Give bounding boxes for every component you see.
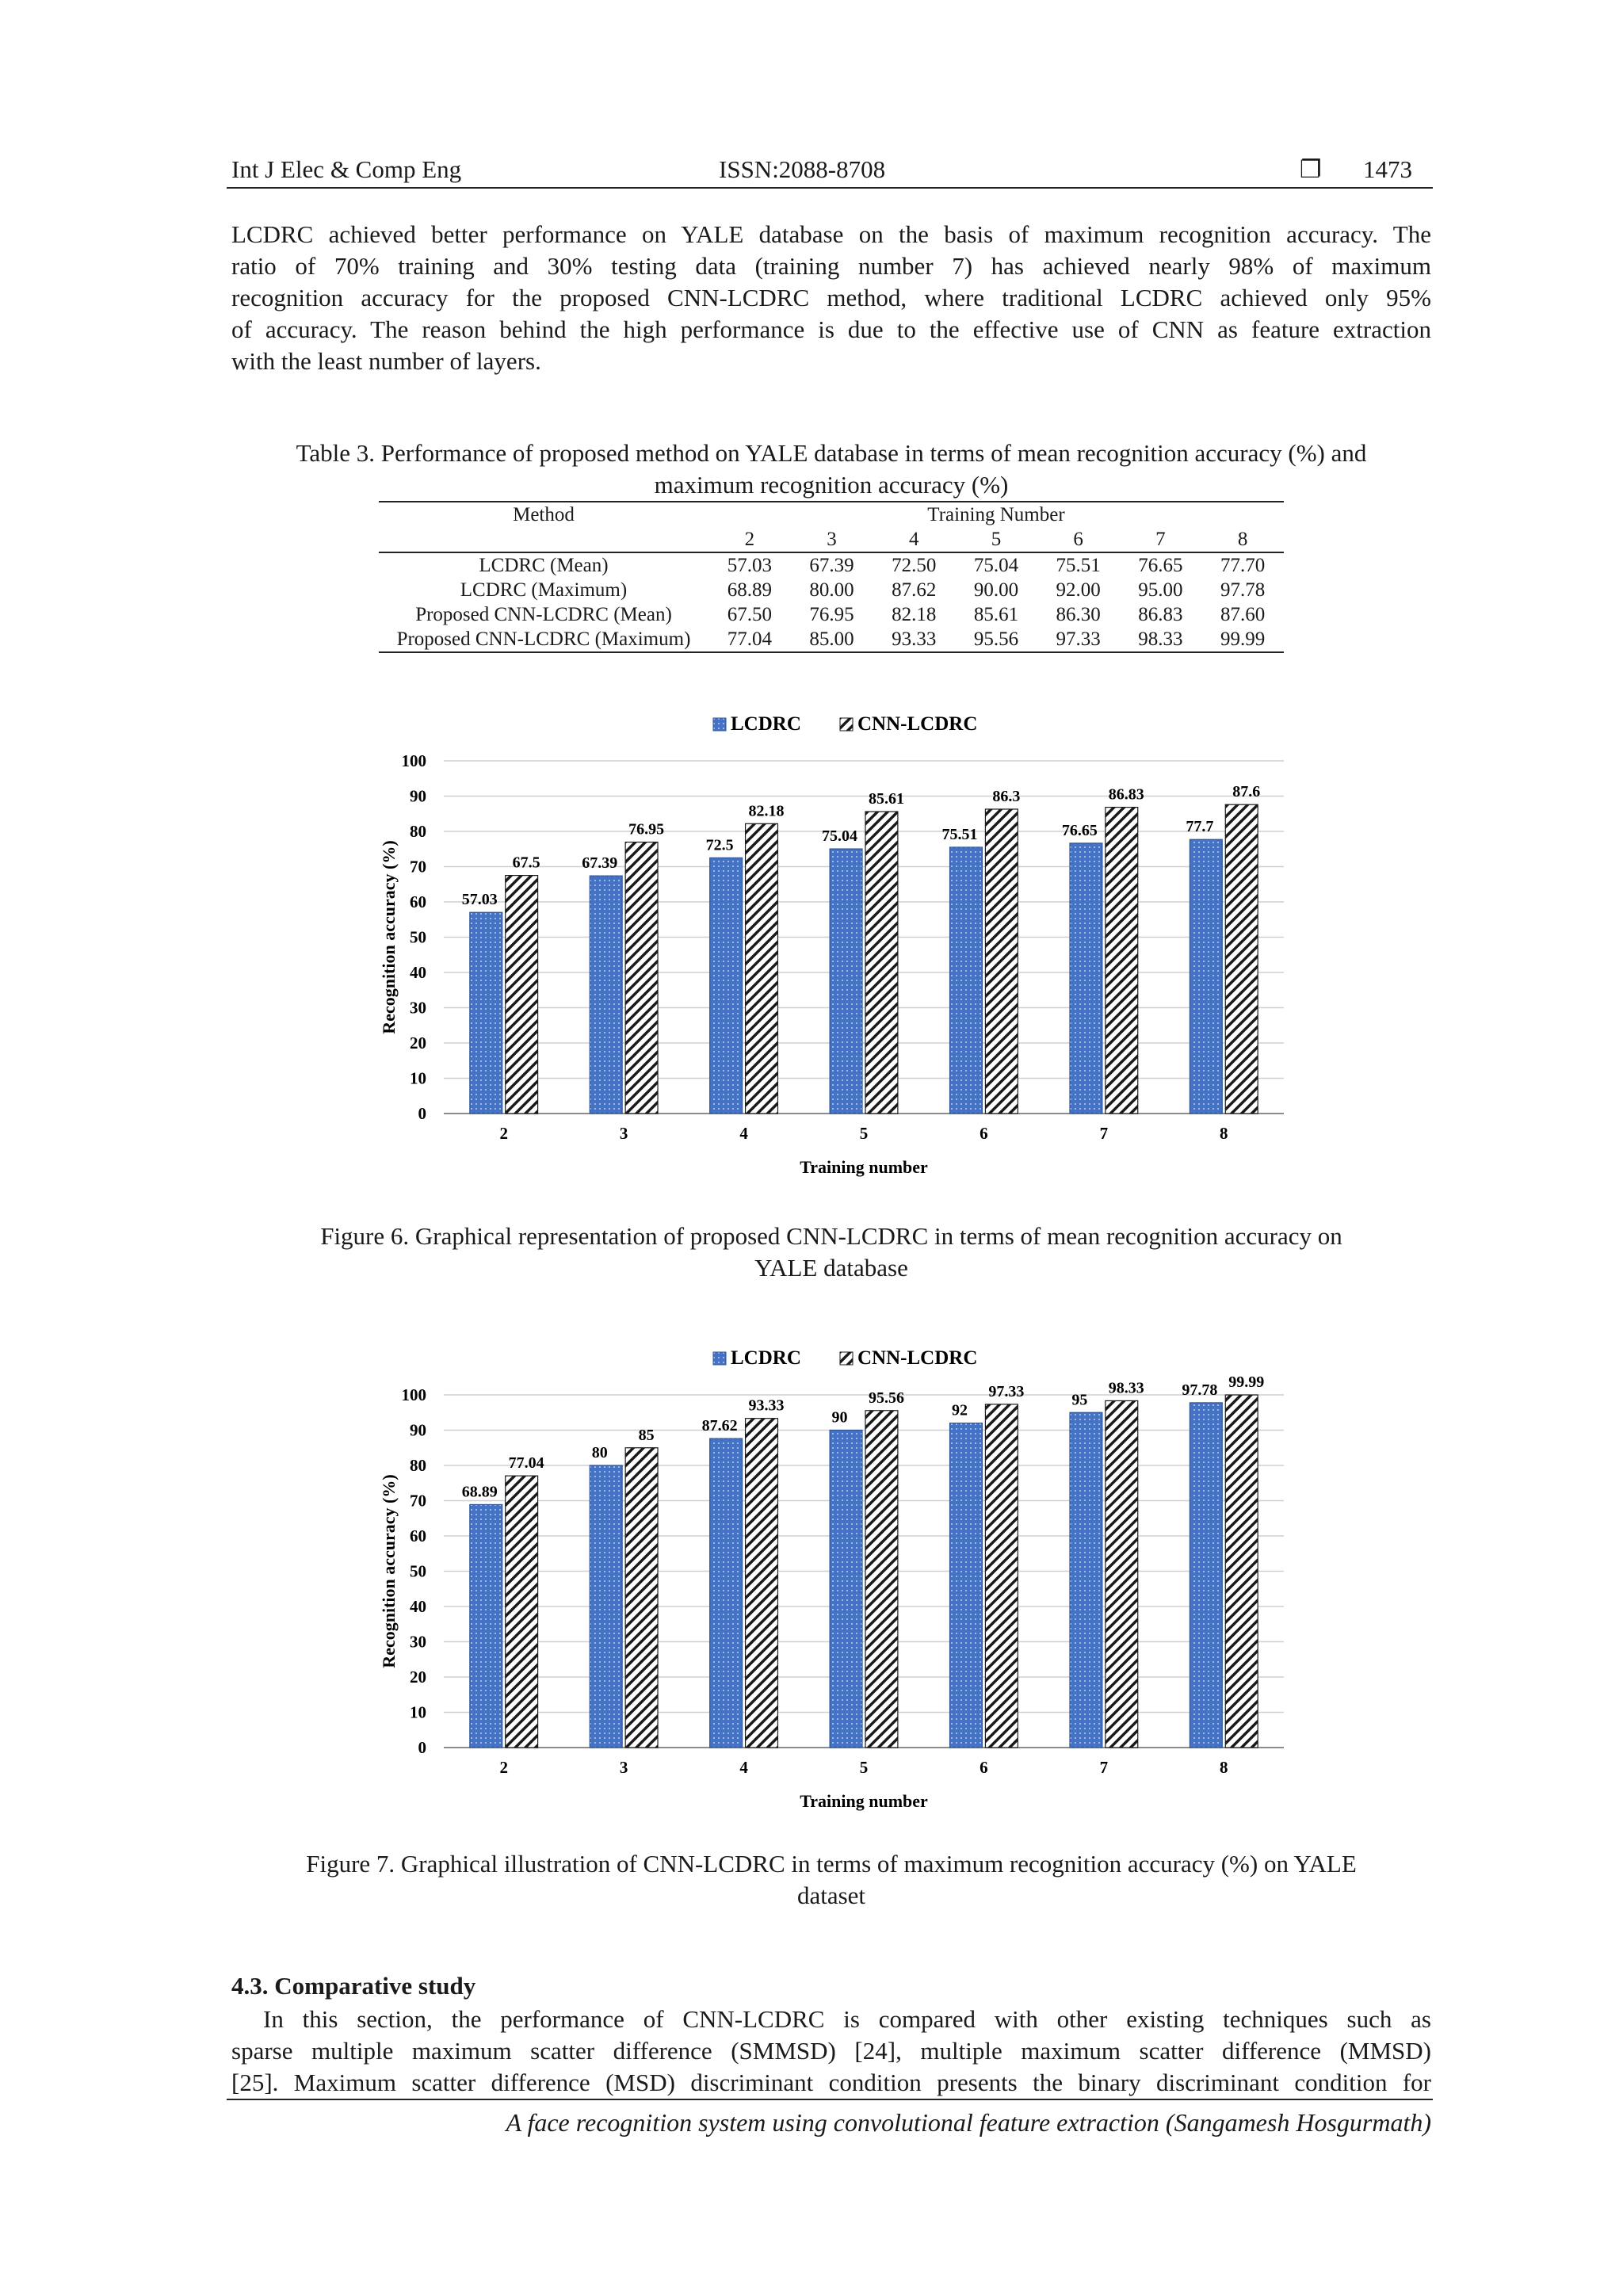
legend-swatch-cnn-lcdrc [840,1352,853,1365]
table-row: Proposed CNN-LCDRC (Mean) 67.50 76.95 82.18 85.61 86.30 86.83 87.60 [415,604,1266,625]
paragraph-line: recognition accuracy for the proposed CNN-LCDRC method, where traditional LCDRC achieved only 95% [231,284,1431,311]
table-header-row [379,527,1284,552]
y-tick-label: 90 [410,786,426,806]
bar-lcdrc [1190,1403,1222,1748]
bar-cnn-lcdrc [506,876,538,1114]
y-tick-label: 100 [401,1385,426,1404]
y-tick-label: 90 [410,1420,426,1440]
data-label: 97.78 [1182,1381,1218,1399]
data-label: 92 [951,1401,968,1419]
bar-cnn-lcdrc [1225,804,1258,1114]
data-label: 76.65 [1061,821,1098,839]
bar-cnn-lcdrc [625,1448,658,1748]
figure7-chart [365,1331,1300,1823]
x-tick-label: 2 [499,1758,508,1777]
x-tick-label: 5 [859,1758,869,1777]
paragraph-line: In this section, the performance of CNN-LCDRC is compared with other existing techniques such as [263,2005,1431,2033]
y-tick-label: 0 [418,1738,426,1757]
y-tick-label: 80 [410,822,426,841]
section-heading: 4.3. Comparative study [231,1972,476,2000]
data-label: 76.95 [628,820,665,839]
data-label: 85 [638,1426,655,1444]
x-tick-label: 3 [619,1124,628,1143]
x-tick-label: 6 [980,1124,988,1143]
bar-cnn-lcdrc [985,1404,1018,1748]
y-tick-label: 50 [410,927,426,947]
data-label: 67.39 [582,854,618,873]
data-label: 82.18 [748,802,785,820]
y-tick-label: 20 [410,1033,426,1052]
x-axis-title: Training number [800,1791,928,1811]
legend-swatch-lcdrc [713,718,726,731]
bar-cnn-lcdrc [865,1411,898,1748]
bar-lcdrc [590,876,622,1114]
column-header: 3 [791,527,873,552]
y-tick-label: 40 [410,963,426,982]
legend-label: CNN-LCDRC [857,1347,978,1369]
paragraph-line: with the least number of layers. [231,347,541,375]
bar-lcdrc [830,1431,862,1748]
bar-lcdrc [470,1504,502,1748]
bar-lcdrc [1070,843,1102,1114]
y-tick-label: 10 [410,1702,426,1722]
legend-swatch-lcdrc [713,1352,726,1365]
x-axis-title: Training number [800,1157,928,1177]
bar-cnn-lcdrc [1106,808,1138,1114]
y-tick-label: 100 [401,751,426,770]
data-label: 99.99 [1228,1373,1265,1392]
bar-cnn-lcdrc [746,823,778,1114]
data-label: 87.62 [701,1417,738,1435]
column-header: 6 [1037,527,1120,552]
y-tick-label: 20 [410,1668,426,1687]
data-label: 98.33 [1108,1379,1144,1397]
y-axis-title: Recognition accuracy (%) [379,1474,399,1668]
data-label: 80 [591,1444,608,1461]
y-tick-label: 30 [410,1632,426,1652]
legend-label: CNN-LCDRC [857,713,978,735]
paragraph-line: sparse multiple maximum scatter difference (SMMSD) [24], multiple maximum scatter difference (MMSD) [231,2037,1431,2065]
data-label: 85.61 [868,790,904,808]
bar-cnn-lcdrc [746,1419,778,1748]
page-number: 1473 [1363,155,1412,183]
paragraph-line: ratio of 70% training and 30% testing data (training number 7) has achieved nearly 98% of maximum [231,252,1431,280]
x-tick-label: 6 [980,1758,988,1777]
data-label: 75.51 [941,825,978,843]
footer-text: A face recognition system using convolutional feature extraction (Sangamesh Hosgurmath) [506,2108,1431,2137]
table-row: LCDRC (Mean) 57.03 67.39 72.50 75.04 75.51 76.65 77.70 [479,555,1266,576]
footer-rule [227,2099,1433,2100]
figure7-caption: Figure 7. Graphical illustration of CNN-LCDRC in terms of maximum recognition accuracy (%) on YALE dataset [306,1850,1357,1909]
column-header: 2 [708,527,791,552]
x-tick-label: 4 [739,1124,748,1143]
bar-lcdrc [710,1438,743,1748]
data-label: 93.33 [748,1396,785,1415]
y-tick-label: 40 [410,1597,426,1616]
data-label: 90 [831,1408,848,1427]
bar-lcdrc [950,847,983,1114]
column-header: 7 [1120,527,1202,552]
figure6-chart [365,697,1300,1189]
data-label: 77.04 [508,1454,544,1473]
paragraph-line: [25]. Maximum scatter difference (MSD) discriminant condition presents the binary discriminant condition for [231,2069,1431,2096]
issn: ISSN:2088-8708 [719,155,886,183]
table-row: Proposed CNN-LCDRC (Maximum) 77.04 85.00 93.33 95.56 97.33 98.33 99.99 [379,627,1284,652]
y-tick-label: 70 [410,857,426,877]
bar-lcdrc [470,912,502,1114]
header-rule [227,187,1433,189]
data-label: 87.6 [1232,783,1261,801]
journal-name: Int J Elec & Comp Eng [231,155,462,183]
legend-label: LCDRC [731,713,801,735]
section-paragraph [231,2004,1431,2099]
data-label: 67.5 [512,854,540,872]
data-label: 57.03 [461,891,498,909]
column-header: 5 [955,527,1037,552]
legend-label: LCDRC [731,1347,801,1369]
x-tick-label: 8 [1220,1758,1228,1777]
data-label: 95 [1071,1391,1088,1409]
table3 [379,501,1284,653]
y-tick-label: 0 [418,1104,426,1123]
y-tick-label: 50 [410,1561,426,1581]
method-header: Method [379,502,708,527]
x-tick-label: 7 [1099,1758,1109,1777]
y-tick-label: 60 [410,892,426,911]
bar-cnn-lcdrc [985,809,1018,1114]
training-number-header: Training Number [708,502,1284,527]
bar-cnn-lcdrc [625,842,658,1114]
bar-cnn-lcdrc [1106,1400,1138,1748]
intro-paragraph [231,219,1431,377]
y-tick-label: 10 [410,1068,426,1088]
figure6-caption: Figure 6. Graphical representation of proposed CNN-LCDRC in terms of mean recognition accuracy on YALE database [320,1222,1342,1282]
x-tick-label: 4 [739,1758,748,1777]
bar-cnn-lcdrc [865,812,898,1114]
data-label: 95.56 [868,1389,904,1407]
y-tick-label: 60 [410,1526,426,1545]
y-tick-label: 80 [410,1456,426,1475]
bar-lcdrc [830,849,862,1114]
paragraph-line: LCDRC achieved better performance on YALE database on the basis of maximum recognition accuracy. The [231,220,1431,248]
x-tick-label: 2 [499,1124,508,1143]
data-label: 86.3 [992,787,1021,805]
data-label: 77.7 [1186,818,1214,836]
data-label: 72.5 [705,836,734,854]
data-label: 97.33 [988,1382,1025,1400]
y-axis-title: Recognition accuracy (%) [379,840,399,1034]
data-label: 75.04 [822,827,858,846]
bar-lcdrc [1190,839,1222,1114]
bar-lcdrc [590,1465,622,1748]
x-tick-label: 7 [1099,1124,1109,1143]
paragraph-line: of accuracy. The reason behind the high performance is due to the effective use of CNN as feature extraction [231,315,1431,343]
y-tick-label: 30 [410,998,426,1018]
box-icon: ❐ [1300,155,1322,184]
bar-cnn-lcdrc [1225,1395,1258,1748]
bar-cnn-lcdrc [506,1476,538,1748]
bar-lcdrc [710,858,743,1114]
table3-caption: Table 3. Performance of proposed method on YALE database in terms of mean recognition accuracy (%) and maximum recognition accuracy (%) [296,439,1367,499]
bar-lcdrc [1070,1412,1102,1748]
bar-lcdrc [950,1423,983,1748]
column-header: 4 [873,527,955,552]
x-tick-label: 5 [859,1124,869,1143]
data-label: 68.89 [461,1483,498,1501]
x-tick-label: 8 [1220,1124,1228,1143]
y-tick-label: 70 [410,1491,426,1511]
column-header: 8 [1201,527,1284,552]
table-row: LCDRC (Maximum) 68.89 80.00 87.62 90.00 92.00 95.00 97.78 [460,579,1266,601]
x-tick-label: 3 [619,1758,628,1777]
legend-swatch-cnn-lcdrc [840,718,853,731]
data-label: 86.83 [1108,785,1144,804]
